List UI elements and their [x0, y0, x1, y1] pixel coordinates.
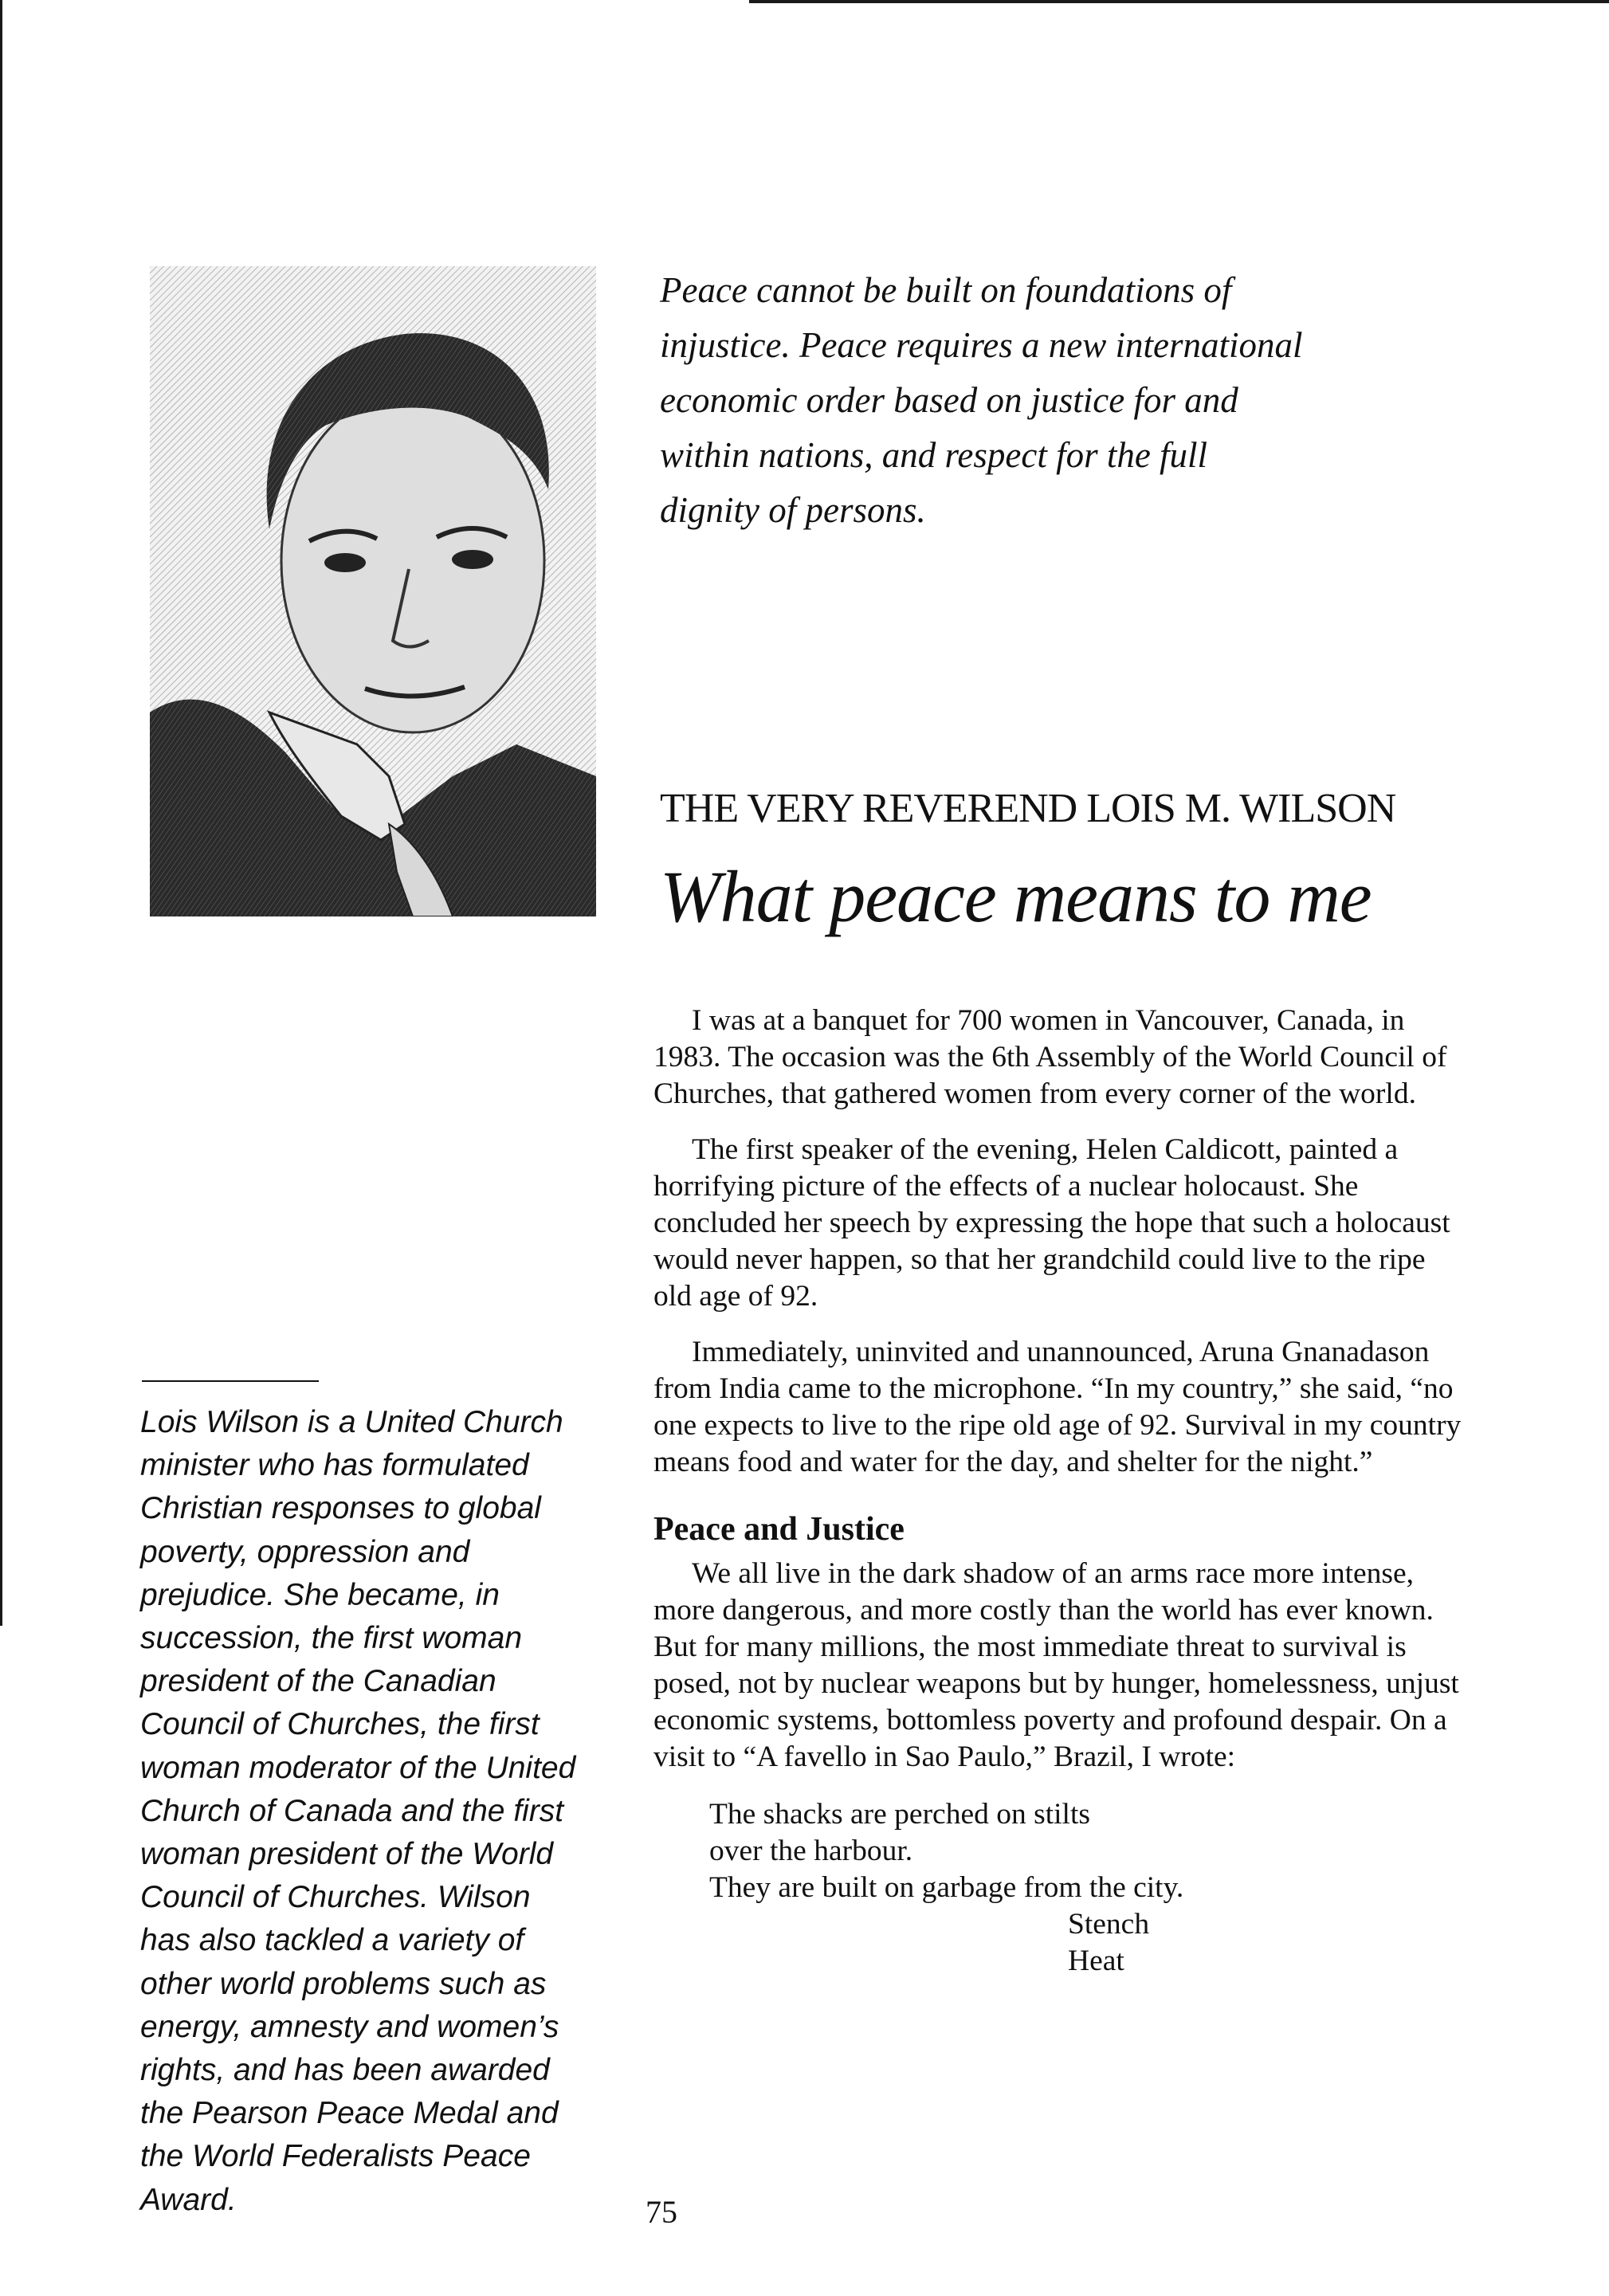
scan-edge-left — [0, 0, 2, 1626]
poem-line: Stench — [1068, 1908, 1150, 1941]
article-body — [653, 1003, 1462, 1980]
poem-line: Heat — [1068, 1945, 1124, 1977]
bio-divider — [142, 1380, 319, 1382]
poem — [709, 1796, 1462, 1980]
author-portrait — [150, 266, 596, 916]
bio-text: Lois Wilson is a United Church minister who has formulated Christian responses to global poverty, oppression and prejudice. She became, in succession, the first woman president of the Canadian Council of Churches, the first woman moderator of the United Church of Canada and the first woman president of the World Council of Churches. Wilson has also tackled a variety of other world problems such as energy, amnesty and women’s rights, and has been awarded the Pearson Peace Medal and the World Federalists Peace Award. — [140, 1405, 576, 2217]
poem-line: They are built on garbage from the city. — [709, 1871, 1184, 1904]
page-number: 75 — [646, 2194, 677, 2230]
paragraph-arms-race: We all live in the dark shadow of an arms race more intense, more dangerous, and more costly than the world has ever known. But for many millions, the most immediate threat to survival is posed, not by nuclear weapons but by hunger, homelessness, unjust economic systems, bottomless poverty and profound despair. On a visit to “A favello in Sao Paulo,” Brazil, I wrote: — [653, 1557, 1459, 1773]
paragraph-gnanadason: Immediately, uninvited and unannounced, Aruna Gnanadason from India came to the microphone. “In my country,” she said, “no one expects to live to the ripe old age of 92. Survival in my country means food and water for the day, and shelter for the night.” — [653, 1336, 1462, 1478]
author-bio — [140, 1401, 587, 2222]
section-heading: Peace and Justice — [653, 1511, 905, 1548]
poem-line: The shacks are perched on stilts — [709, 1798, 1090, 1831]
poem-line: over the harbour. — [709, 1835, 913, 1867]
paragraph-caldicott: The first speaker of the evening, Helen Caldicott, painted a horrifying picture of the effects of a nuclear holocaust. She concluded her speech by expressing the hope that such a holocaust would never happen, so that her grandchild could live to the ripe old age of 92. — [653, 1133, 1450, 1313]
scan-edge-top — [749, 0, 1609, 3]
epigraph-quote — [660, 263, 1313, 538]
article-title: What peace means to me — [660, 856, 1372, 937]
epigraph-text: Peace cannot be built on foundations of injustice. Peace requires a new international economic order based on justice for and within nations, and respect for the full dignity of persons. — [660, 270, 1303, 530]
author-name: THE VERY REVEREND LOIS M. WILSON — [660, 786, 1396, 831]
paragraph-banquet: I was at a banquet for 700 women in Vancouver, Canada, in 1983. The occasion was the 6th Assembly of the World Council of Churches, that gathered women from every corner of the world. — [653, 1004, 1447, 1110]
